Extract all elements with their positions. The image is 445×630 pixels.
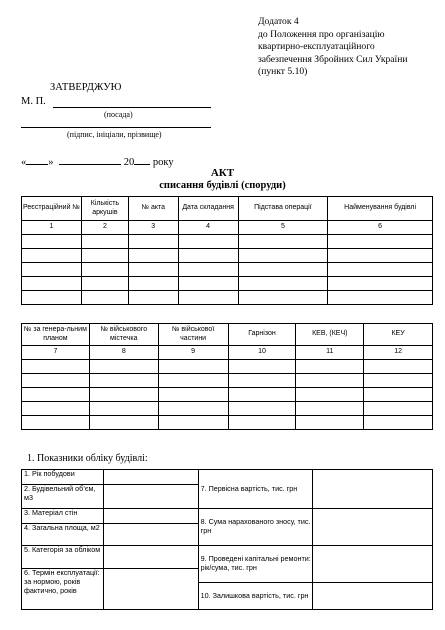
input-cell[interactable]	[128, 263, 178, 277]
indicator-label: 5. Категорія за обліком	[22, 546, 104, 569]
input-cell[interactable]	[89, 416, 158, 430]
input-cell[interactable]	[364, 360, 433, 374]
header-cell: КЕВ, (КЕЧ)	[296, 324, 364, 346]
input-cell[interactable]	[89, 402, 158, 416]
input-cell[interactable]	[228, 416, 296, 430]
year-suffix: року	[152, 157, 174, 168]
header-cell: № військового містечка	[89, 324, 158, 346]
indicator-label: 9. Проведені капітальні ремонти: рік/сума, тис. грн	[198, 546, 313, 583]
input-cell[interactable]	[22, 416, 90, 430]
header-cell: Підстава операції	[238, 197, 328, 221]
table-row	[22, 277, 433, 291]
input-cell[interactable]	[103, 470, 198, 485]
mp-label: М. П.	[21, 96, 46, 107]
date-close-quote: »	[48, 157, 54, 168]
column-number: 12	[364, 346, 433, 360]
input-cell[interactable]	[89, 388, 158, 402]
registration-table	[21, 196, 433, 305]
stamp-position-line	[21, 96, 211, 107]
input-cell[interactable]	[158, 416, 228, 430]
input-cell[interactable]	[364, 416, 433, 430]
input-cell[interactable]	[22, 263, 82, 277]
input-cell[interactable]	[178, 291, 238, 305]
input-cell[interactable]	[103, 569, 198, 610]
date-open-quote: «	[21, 157, 27, 168]
table-row	[22, 402, 433, 416]
indicator-label: 7. Первісна вартість, тис. грн	[198, 470, 313, 509]
indicator-label: 3. Матеріал стін	[22, 509, 104, 524]
act-subtitle: списання будівлі (споруди)	[159, 180, 286, 191]
input-cell[interactable]	[296, 388, 364, 402]
indicator-label: 6. Термін експлуатації: за нормою, років фактично, років	[22, 569, 104, 610]
table-row	[22, 263, 433, 277]
input-cell[interactable]	[22, 291, 82, 305]
day-blank[interactable]	[26, 154, 48, 165]
input-cell[interactable]	[238, 249, 328, 263]
input-cell[interactable]	[178, 249, 238, 263]
approve-title: ЗАТВЕРДЖУЮ	[50, 82, 122, 93]
input-cell[interactable]	[128, 277, 178, 291]
annex-line: Додаток 4	[258, 16, 299, 27]
table-row	[22, 360, 433, 374]
annex-line: забезпечення Збройних Сил України	[258, 53, 408, 65]
table-row	[22, 374, 433, 388]
input-cell[interactable]	[328, 249, 433, 263]
header-cell: КЕУ	[364, 324, 433, 346]
indicator-label: 4. Загальна площа, м2	[22, 524, 104, 546]
input-cell[interactable]	[228, 402, 296, 416]
column-number: 10	[228, 346, 296, 360]
column-number: 3	[128, 221, 178, 235]
input-cell[interactable]	[296, 374, 364, 388]
input-cell[interactable]	[238, 235, 328, 249]
input-cell[interactable]	[22, 374, 90, 388]
input-cell[interactable]	[22, 235, 82, 249]
input-cell[interactable]	[364, 402, 433, 416]
input-cell[interactable]	[22, 249, 82, 263]
input-cell[interactable]	[81, 277, 128, 291]
act-title: АКТ	[210, 167, 235, 179]
indicator-label: 8. Сума нарахованого зносу, тис. грн	[198, 509, 313, 546]
input-cell[interactable]	[328, 291, 433, 305]
column-number: 4	[178, 221, 238, 235]
input-cell[interactable]	[238, 277, 328, 291]
input-cell[interactable]	[81, 291, 128, 305]
input-cell[interactable]	[158, 374, 228, 388]
input-cell[interactable]	[103, 546, 198, 569]
input-cell[interactable]	[313, 583, 433, 610]
header-cell: Найменування будівлі	[328, 197, 433, 221]
input-cell[interactable]	[22, 277, 82, 291]
input-cell[interactable]	[364, 388, 433, 402]
input-cell[interactable]	[228, 388, 296, 402]
year-prefix: 20	[123, 157, 135, 168]
input-cell[interactable]	[22, 360, 90, 374]
input-cell[interactable]	[313, 509, 433, 546]
table-row	[22, 235, 433, 249]
position-caption: (посада)	[104, 110, 133, 119]
input-cell[interactable]	[128, 235, 178, 249]
input-cell[interactable]	[296, 402, 364, 416]
header-cell: Кількість аркушів	[81, 197, 128, 221]
input-cell[interactable]	[158, 402, 228, 416]
indicator-label: 1. Рік побудови	[22, 470, 104, 485]
column-number: 6	[328, 221, 433, 235]
input-cell[interactable]	[22, 402, 90, 416]
input-cell[interactable]	[364, 374, 433, 388]
input-cell[interactable]	[296, 416, 364, 430]
column-number: 5	[238, 221, 328, 235]
input-cell[interactable]	[81, 263, 128, 277]
column-number: 8	[89, 346, 158, 360]
input-cell[interactable]	[313, 546, 433, 583]
input-cell[interactable]	[89, 374, 158, 388]
input-cell[interactable]	[238, 291, 328, 305]
table-row	[22, 416, 433, 430]
input-cell[interactable]	[178, 277, 238, 291]
input-cell[interactable]	[89, 360, 158, 374]
input-cell[interactable]	[128, 249, 178, 263]
table-row	[22, 249, 433, 263]
header-cell: Гарнізон	[228, 324, 296, 346]
table-row	[22, 291, 433, 305]
annex-line: квартирно-експлуатаційного	[258, 41, 375, 52]
column-number: 7	[22, 346, 90, 360]
input-cell[interactable]	[178, 263, 238, 277]
column-number: 11	[296, 346, 364, 360]
input-cell[interactable]	[103, 485, 198, 509]
date-line	[21, 154, 174, 168]
column-number: 1	[22, 221, 82, 235]
annex-line: до Положення про організацію	[258, 28, 385, 40]
input-cell[interactable]	[81, 249, 128, 263]
input-cell[interactable]	[328, 277, 433, 291]
indicator-label: 2. Будівельний об’єм, м3	[22, 485, 104, 509]
column-number: 9	[158, 346, 228, 360]
input-cell[interactable]	[103, 509, 198, 524]
input-cell[interactable]	[128, 291, 178, 305]
input-cell[interactable]	[328, 235, 433, 249]
input-cell[interactable]	[328, 263, 433, 277]
annex-line: (пункт 5.10)	[258, 66, 308, 77]
input-cell[interactable]	[313, 470, 433, 509]
table-row	[22, 388, 433, 402]
input-cell[interactable]	[158, 388, 228, 402]
header-cell: Реєстраційний №	[22, 197, 82, 221]
input-cell[interactable]	[81, 235, 128, 249]
header-cell: № акта	[128, 197, 178, 221]
annex-note	[258, 16, 440, 79]
input-cell[interactable]	[103, 524, 198, 546]
input-cell[interactable]	[238, 263, 328, 277]
building-indicators-table	[21, 469, 433, 610]
header-cell: № військової частини	[158, 324, 228, 346]
input-cell[interactable]	[22, 388, 90, 402]
header-cell: № за генера-льним планом	[22, 324, 90, 346]
signature-blank[interactable]	[21, 127, 211, 128]
position-blank[interactable]	[53, 107, 211, 108]
section-title: 1. Показники обліку будівлі:	[27, 453, 148, 464]
signature-caption: (підпис, ініціали, прізвище)	[67, 130, 162, 139]
month-blank[interactable]	[59, 154, 121, 165]
location-table	[21, 323, 433, 430]
column-number: 2	[81, 221, 128, 235]
input-cell[interactable]	[228, 360, 296, 374]
year-blank[interactable]	[134, 154, 150, 165]
input-cell[interactable]	[228, 374, 296, 388]
input-cell[interactable]	[296, 360, 364, 374]
input-cell[interactable]	[178, 235, 238, 249]
header-cell: Дата складання	[178, 197, 238, 221]
input-cell[interactable]	[158, 360, 228, 374]
indicator-label: 10. Залишкова вартість, тис. грн	[198, 583, 313, 610]
